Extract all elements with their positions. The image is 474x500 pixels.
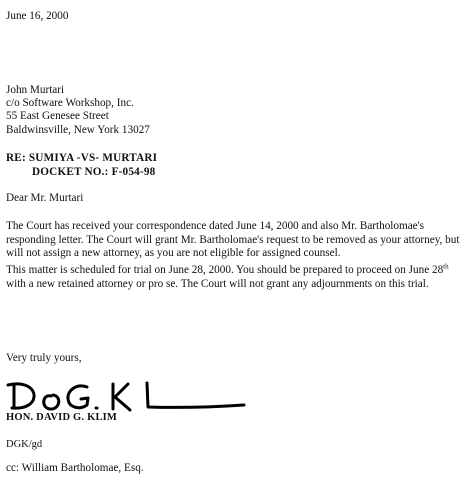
recipient-company: c/o Software Workshop, Inc. — [6, 97, 134, 109]
recipient-city: Baldwinsville, New York 13027 — [6, 124, 150, 136]
handwritten-signature — [4, 377, 249, 415]
ordinal-suffix: th — [443, 262, 449, 271]
cc-line: cc: William Bartholomae, Esq. — [6, 462, 144, 474]
body-paragraph-2 — [6, 264, 468, 291]
typist-initials: DGK/gd — [6, 439, 43, 450]
signer-name: HON. DAVID G. KLIM — [6, 412, 118, 423]
recipient-street: 55 East Genesee Street — [6, 110, 109, 122]
closing: Very truly yours, — [6, 352, 82, 364]
body-paragraph-1: The Court has received your correspondence dated June 14, 2000 and also Mr. Bartholomae's responding letter. The Court will grant Mr. Bartholomae's request to be removed as your attorney, but will not assign a new attorney, as you are not eligible for assigned counsel. — [6, 220, 460, 259]
letter-date: June 16, 2000 — [6, 10, 69, 22]
paragraph-2-text-a: This matter is scheduled for trial on June 28, 2000. You should be prepared to proceed on June 28 — [6, 264, 444, 276]
docket-number: DOCKET NO.: F-054-98 — [32, 166, 156, 178]
recipient-name: John Murtari — [6, 84, 65, 96]
re-caption: RE: SUMIYA -VS- MURTARI — [6, 152, 158, 164]
paragraph-2-text-b: with a new retained attorney or pro se. The Court will not grant any adjournments on this trial. — [6, 277, 429, 290]
salutation: Dear Mr. Murtari — [6, 192, 84, 204]
